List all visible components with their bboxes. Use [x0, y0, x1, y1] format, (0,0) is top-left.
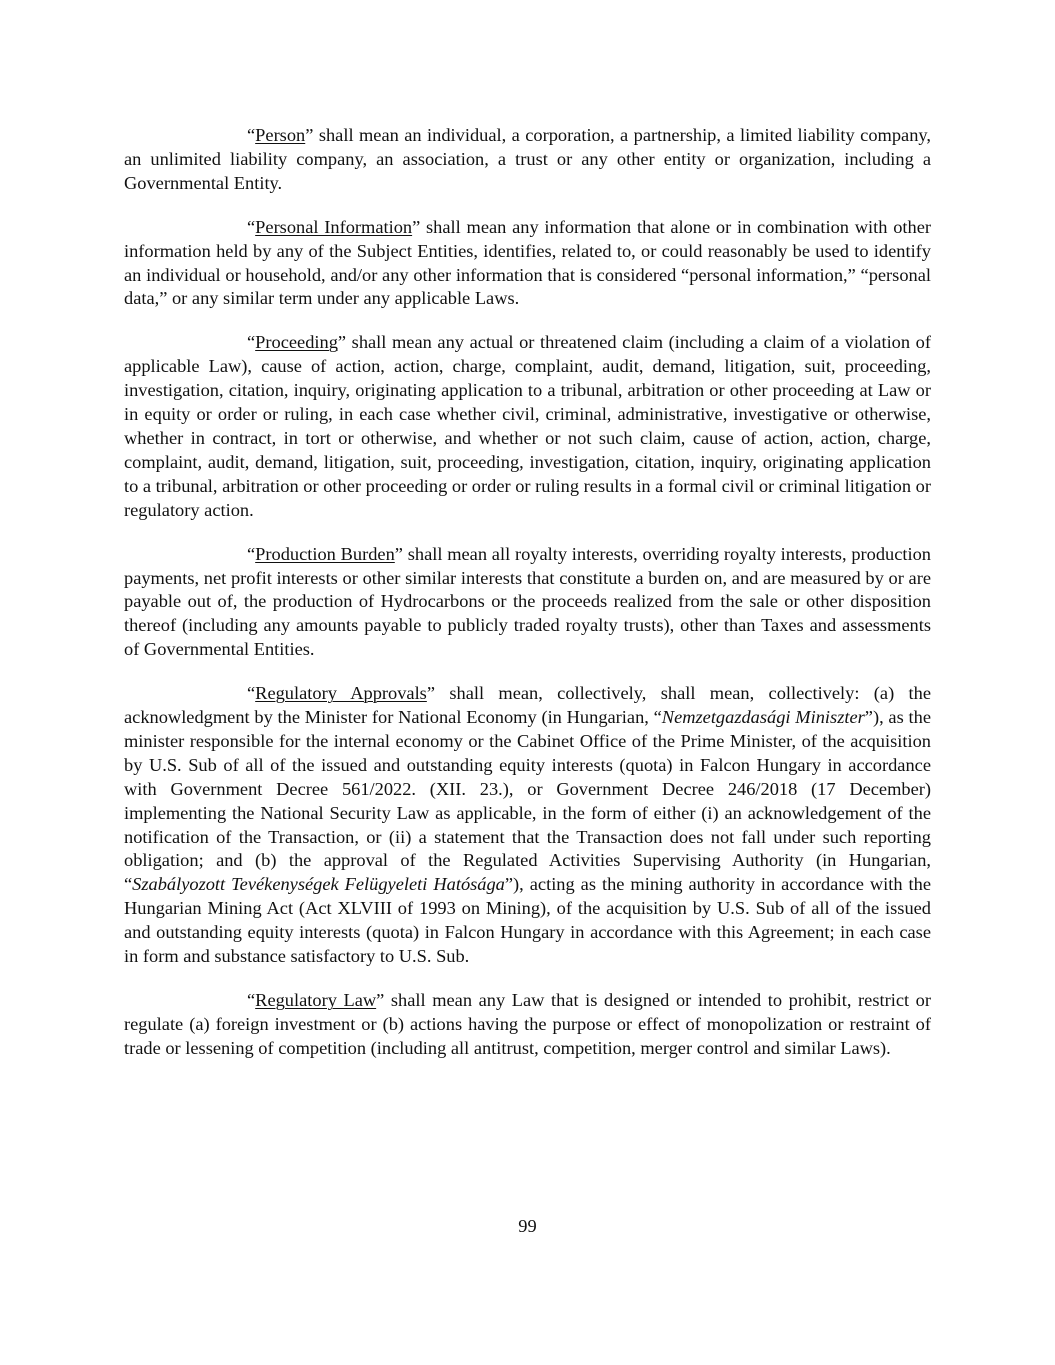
- hungarian-term: Szabályozott Tevékenységek Felügyeleti Hatósága: [132, 874, 505, 895]
- definition-text: ”), as the minister responsible for the internal economy or the Cabinet Office of the Prime Minister, of the acquisition by U.S. Sub of all of the issued and outstanding equity interests (quota) in Falcon Hungary in accordance with Government Decree 561/2022. (XII. 23.), or Government Decree 246/2018 (17 December) implementing the National Security Law as applicable, in the form of either (i) an acknowledgement of the notification of the Transaction, or (ii) a statement that the Transaction does not fall under such reporting obligation; and (b) the approval of the Regulated Activities Supervising Authority (in Hungarian, “: [124, 707, 931, 895]
- definition-text: ” shall mean any actual or threatened claim (including a claim of a violation of applicable Law), cause of action, action, charge, complaint, audit, demand, litigation, suit, proceeding, investigation, citation, inquiry, originating application to a tribunal, arbitration or other proceeding at Law or in equity or order or ruling, in each case whether civil, criminal, administrative, investigative or otherwise, whether in contract, in tort or otherwise, and whether or not such claim, cause of action, action, charge, complaint, audit, demand, litigation, suit, proceeding, investigation, citation, inquiry, originating application to a tribunal, arbitration or other proceeding or order or ruling results in a formal civil or criminal litigation or regulatory action.: [124, 332, 931, 520]
- definition-person: [124, 124, 931, 196]
- definition-regulatory-law: [124, 989, 931, 1061]
- open-quote: “: [247, 683, 256, 704]
- defined-term: Personal Information: [255, 216, 413, 237]
- definition-text: ” shall mean, collectively, shall mean, collectively: (a) the acknowledgment by the Minister for National Economy (in Hungarian, “: [124, 683, 932, 728]
- defined-term: Production Burden: [255, 543, 395, 564]
- definition-text: ” shall mean an individual, a corporation, a partnership, a limited liability company, an unlimited liability company, an association, a trust or any other entity or organization, including a Governmental Entity.: [124, 125, 931, 193]
- hungarian-term: Nemzetgazdasági Miniszter: [661, 707, 865, 728]
- definition-production-burden: [124, 543, 931, 663]
- document-body: [124, 124, 931, 1081]
- definition-personal-information: [124, 216, 931, 312]
- definition-text: ” shall mean all royalty interests, overriding royalty interests, production payments, net profit interests or other similar interests that constitute a burden on, and are measured by or are payable out of, the production of Hydrocarbons or the proceeds realized from the sale or other disposition thereof (including any amounts payable to publicly traded royalty trusts), other than Taxes and assessments of Governmental Entities.: [124, 543, 931, 660]
- defined-term: Proceeding: [255, 332, 338, 353]
- defined-term: Regulatory Approvals: [255, 683, 427, 704]
- open-quote: “: [247, 125, 256, 145]
- definition-proceeding: [124, 331, 931, 522]
- open-quote: “: [247, 332, 256, 353]
- defined-term: Regulatory Law: [255, 990, 377, 1010]
- open-quote: “: [247, 990, 256, 1010]
- defined-term: Person: [255, 125, 306, 145]
- definition-text: ”), acting as the mining authority in accordance with the Hungarian Mining Act (Act XLVIII of 1993 on Mining), of the acquisition by U.S. Sub of all of the issued and outstanding equity interests (quota) in Falcon Hungary in accordance with this Agreement; in each case in form and substance satisfactory to U.S. Sub.: [124, 874, 931, 967]
- definition-text: ” shall mean any Law that is designed or intended to prohibit, restrict or regulate (a) foreign investment or (b) actions having the purpose or effect of monopolization or restraint of trade or lessening of competition (including all antitrust, competition, merger control and similar Laws).: [124, 990, 931, 1058]
- definition-regulatory-approvals: [124, 682, 931, 969]
- page-number: 99: [518, 1216, 537, 1236]
- open-quote: “: [247, 543, 256, 564]
- open-quote: “: [247, 216, 256, 237]
- definition-text: ” shall mean any information that alone or in combination with other information held by any of the Subject Entities, identifies, related to, or could reasonably be used to identify an individual or household, and/or any other information that is considered “personal information,” “personal data,” or any similar term under any applicable Laws.: [124, 216, 931, 309]
